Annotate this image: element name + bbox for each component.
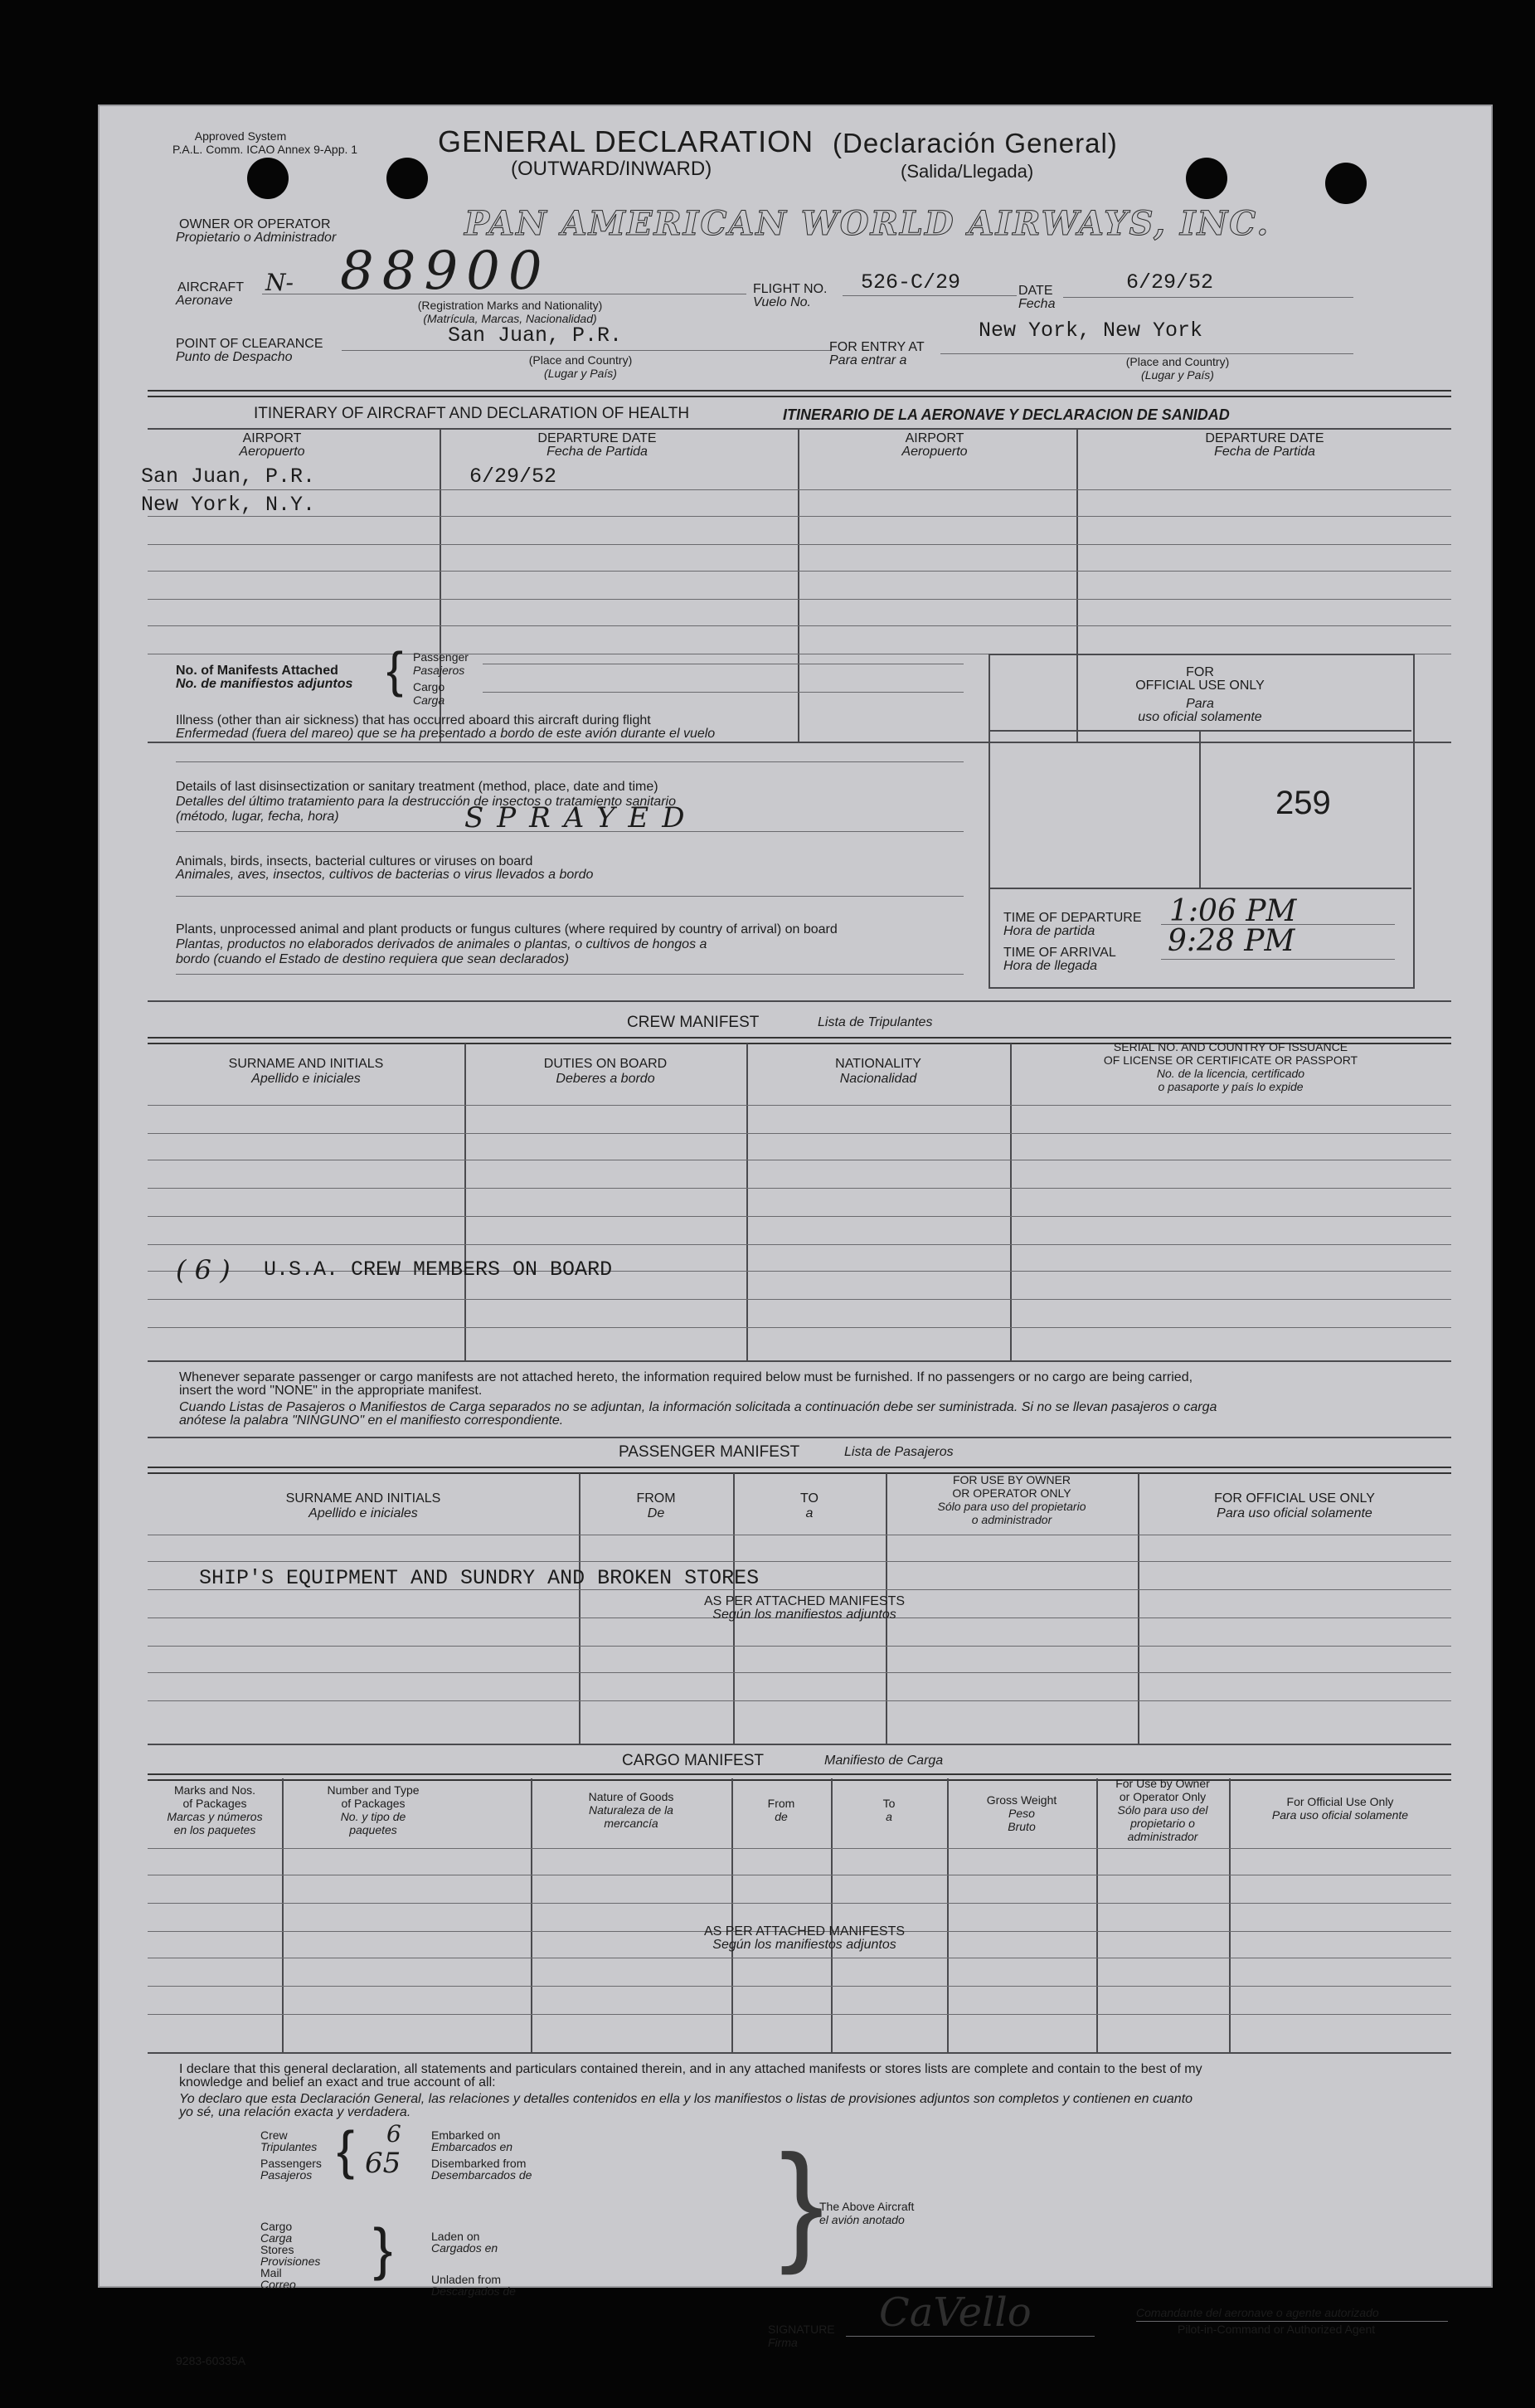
crew-col-duties: DUTIES ON BOARD [543,1057,668,1071]
totals-brace: { [337,2120,355,2180]
passenger-col-owner: OR OPERATOR ONLY [952,1486,1071,1500]
date-label: DATE [1018,284,1053,298]
owner-label: OWNER OR OPERATOR [179,217,331,231]
aircraft-label: AIRCRAFT [177,280,244,294]
pic-line [1136,2321,1448,2322]
unladen-label-es: Descargados de [431,2284,516,2298]
passenger-col-to-es: a [805,1506,814,1520]
form-number: 9283-60335A [176,2354,246,2367]
approval-line: Approved System [194,129,287,143]
disinsect-value: SPRAYED [464,801,698,834]
plants-line [176,974,964,975]
stores-total-label-es: Provisiones [260,2255,321,2268]
passenger-col-to: TO [800,1491,819,1506]
crew-col-license: SERIAL NO. AND COUNTRY OF ISSUANCE [1113,1040,1348,1053]
passenger-col-surname: SURNAME AND INITIALS [285,1491,441,1506]
cargo-col-weight-es: Peso [1008,1807,1035,1820]
cargo-attached-note: AS PER ATTACHED MANIFESTS [703,1924,906,1939]
animals-label: Animals, birds, insects, bacterial cultures or viruses on board [176,854,533,868]
section-divider [148,1437,1451,1438]
crew-col-divider [746,1043,748,1360]
official-use-label: FOR [1186,665,1214,679]
passenger-col-surname-es: Apellido e iniciales [308,1506,418,1520]
flight-label: FLIGHT NO. [753,282,828,296]
itinerary-title-es: ITINERARIO DE LA AERONAVE Y DECLARACION DE SANIDAD [783,406,1230,423]
cargo-col-from: From [767,1797,795,1810]
aircraft-prefix: N- [265,269,294,296]
cargo-col-owner-es: administrador [1127,1830,1198,1843]
manifests-line [483,692,964,693]
itinerary-title: ITINERARY OF AIRCRAFT AND DECLARATION OF HEALTH [254,405,690,422]
cargo-col-divider [1096,1778,1098,2052]
passenger-row-line [148,1700,1451,1701]
signature-line [846,2336,1095,2337]
cargo-col-divider [282,1778,284,2052]
crew-total-label: Crew [260,2128,288,2142]
aircraft-note-es: (Matrícula, Marcas, Nacionalidad) [423,312,597,325]
manifests-brace: { [386,642,404,698]
cargo-col-official: For Official Use Only [1286,1795,1394,1808]
itinerary-col-airport: AIRPORT [905,431,964,445]
punch-hole [1186,158,1227,199]
passenger-col-owner-es: Sólo para uso del propietario [937,1500,1086,1513]
passenger-col-official-es: Para uso oficial solamente [1217,1506,1372,1520]
cargo-manifest-title-es: Manifiesto de Carga [824,1754,944,1768]
itinerary-col-divider [798,430,799,742]
crew-manifest-title-es: Lista de Tripulantes [818,1015,933,1029]
crew-col-surname: SURNAME AND INITIALS [228,1057,384,1071]
form-subtitle-es: (Salida/Llegada) [901,161,1034,182]
cargo-col-number-es: No. y tipo de [340,1810,406,1823]
passenger-col-owner: FOR USE BY OWNER [952,1473,1071,1486]
clearance-note-es: (Lugar y País) [544,367,617,380]
cargo-col-marks: of Packages [182,1797,247,1810]
cargo-col-from-es: de [775,1810,788,1823]
disinsect-label-es: (método, lugar, fecha, hora) [176,810,339,824]
disinsect-label-es: Detalles del último tratamiento para la destrucción de insectos o tratamiento sanitario [176,795,676,809]
passenger-attached-note: AS PER ATTACHED MANIFESTS [703,1594,906,1608]
above-aircraft-label-es: el avión anotado [819,2213,905,2226]
date-line [1063,297,1353,298]
plants-label-es: bordo (cuando el Estado de destino requiera que sean declarados) [176,952,570,966]
cargo-col-owner-es: Sólo para uso del [1117,1803,1208,1817]
declaration-text: I declare that this general declaration, all statements and particulars contained therein, and in any attached manifests or stores lists are complete and contain to the best of my [179,2062,1202,2076]
clearance-value: San Juan, P.R. [448,323,623,348]
animals-line [176,896,964,897]
cargo-col-marks-es: Marcas y números [167,1810,263,1823]
disinsect-line [176,831,964,832]
departure-time-label-es: Hora de partida [1003,924,1095,938]
stores-total-label: Stores [260,2243,294,2256]
entry-label-es: Para entrar a [829,353,907,367]
manifests-option: Passenger [413,650,469,664]
itinerary-airport-1: San Juan, P.R. [141,465,316,489]
itinerary-col-airport-es: Aeropuerto [239,445,305,459]
itinerary-col-airport: AIRPORT [242,431,302,445]
entry-value: New York, New York [979,319,1203,343]
cargo-col-weight-es: Bruto [1008,1820,1036,1833]
passenger-total-label-es: Pasajeros [260,2168,313,2182]
cargo-table-top [148,1773,1451,1781]
cargo-row-line [148,1848,1451,1849]
cargo-row-line [148,1903,1451,1904]
clearance-note: (Place and Country) [528,353,633,367]
section-divider [148,1000,1451,1002]
crew-count: ( 6 ) [176,1254,231,1286]
declaration-text: knowledge and belief an exact and true account of all: [179,2075,496,2089]
cargo-brace: } [373,2216,393,2281]
approval-line: P.A.L. Comm. ICAO Annex 9-App. 1 [172,143,358,156]
crew-col-license-es: o pasaporte y país lo expide [1158,1080,1304,1093]
crew-row-line [148,1216,1451,1217]
crew-row-line [148,1133,1451,1134]
laden-label-es: Cargados en [431,2241,498,2255]
cargo-manifest-title: CARGO MANIFEST [622,1752,765,1769]
arrival-time-label-es: Hora de llegada [1003,959,1097,973]
manifests-label: No. of Manifests Attached [176,664,338,678]
notice-text-es: anótese la palabra "NINGUNO" en el manifiesto correspondiente. [179,1413,564,1428]
passenger-attached-note-es: Según los manifiestos adjuntos [712,1608,896,1622]
disinsect-label: Details of last disinsectization or sanitary treatment (method, place, date and time) [176,780,658,794]
cargo-col-divider [947,1778,949,2052]
itinerary-col-airport-es: Aeropuerto [901,445,968,459]
mail-total-label: Mail [260,2266,282,2279]
itinerary-airport-2: New York, N.Y. [141,493,316,517]
official-use-label-es: uso oficial solamente [1138,710,1262,724]
flight-label-es: Vuelo No. [753,295,811,309]
illness-line [176,761,964,762]
passenger-table-top [148,1467,1451,1474]
section-divider [148,390,1451,397]
crew-col-license-es: No. de la licencia, certificado [1156,1067,1305,1080]
crew-row-line [148,1299,1451,1300]
plants-label-es: Plantas, productos no elaborados derivados de animales o plantas, o cultivos de hongos a [176,937,707,951]
cargo-col-divider [1229,1778,1231,2052]
cargo-col-official-es: Para uso oficial solamente [1271,1808,1409,1822]
itinerary-row-line [148,516,1451,517]
itinerary-row-line [148,625,1451,626]
signature: CaVello [879,2289,1032,2336]
flight-line [843,295,1017,296]
clearance-label-es: Punto de Despacho [176,350,293,364]
pic-label-es: Comandante del aeronave o agente autorizado [1136,2306,1379,2319]
arrival-time-value: 9:28 PM [1168,924,1295,958]
official-use-divider [1199,730,1201,888]
pic-label: Pilot-in-Command or Authorized Agent [1178,2323,1376,2336]
official-use-divider [990,730,1411,732]
punch-hole [386,158,428,199]
crew-col-nationality: NATIONALITY [835,1057,921,1071]
official-use-divider [990,888,1411,889]
crew-col-nationality-es: Nacionalidad [839,1072,917,1086]
crew-col-surname-es: Apellido e iniciales [251,1072,361,1086]
cargo-col-number-es: paquetes [349,1823,397,1836]
itinerary-col-date-es: Fecha de Partida [1214,445,1315,459]
crew-row-line [148,1244,1451,1245]
manifests-option: Cargo [413,680,445,693]
flight-number: 526-C/29 [861,270,961,294]
notice-text: Whenever separate passenger or cargo manifests are not attached hereto, the information required below must be furnished. If no passengers or no cargo are being carried, [179,1370,1193,1384]
cargo-col-nature: Nature of Goods [588,1790,674,1803]
cargo-col-marks: Marks and Nos. [173,1783,256,1797]
departure-time-label: TIME OF DEPARTURE [1003,911,1142,925]
operator-name: PAN AMERICAN WORLD AIRWAYS, INC. [464,204,1270,243]
cargo-col-to-es: a [886,1810,892,1823]
entry-note: (Place and Country) [1125,355,1230,368]
itinerary-row-line [148,544,1451,545]
declaration-text-es: Yo declaro que esta Declaración General, las relaciones y detalles contenidos en ella y los manifiestos o listas de provisiones adjuntos son completos y contienen en cuanto [179,2092,1193,2106]
cargo-row-line [148,2014,1451,2015]
cargo-col-number: Number and Type [327,1783,420,1797]
crew-manifest-title: CREW MANIFEST [627,1014,760,1031]
passenger-row-line [148,1561,1451,1562]
entry-note-es: (Lugar y País) [1141,368,1214,382]
punch-hole [1325,163,1367,204]
plants-label: Plants, unprocessed animal and plant products or fungus cultures (where required by country of arrival) on board [176,922,838,936]
form-subtitle: (OUTWARD/INWARD) [511,158,712,180]
cargo-col-divider [531,1778,532,2052]
cargo-col-marks-es: en los paquetes [173,1823,256,1836]
date-value: 6/29/52 [1126,270,1214,294]
cargo-col-owner-es: propietario o [1130,1817,1195,1830]
itinerary-row-line [148,571,1451,572]
passenger-col-from-es: De [647,1506,665,1520]
passenger-entry: SHIP'S EQUIPMENT AND SUNDRY AND BROKEN STORES [199,1566,760,1590]
itinerary-top-line [148,428,1451,430]
crew-col-duties-es: Deberes a bordo [556,1072,655,1086]
notice-text-es: Cuando Listas de Pasajeros o Manifiestos de Carga separados no se adjuntan, la información solicitada a continuación debe ser suministrada. Si no se llevan pasajeros o carga [179,1400,1217,1414]
aircraft-brace: } [780,2127,824,2275]
crew-total-label-es: Tripulantes [260,2140,318,2153]
crew-row-line [148,1188,1451,1189]
mail-total-label-es: Correo [260,2278,296,2291]
unladen-label: Unladen from [431,2273,502,2286]
clearance-line [342,350,831,351]
embarked-label-es: Embarcados en [431,2140,513,2153]
official-use-label-es: Para [1186,697,1214,711]
official-number: 259 [1275,785,1331,821]
clearance-label: POINT OF CLEARANCE [176,337,323,351]
illness-label: Illness (other than air sickness) that has occurred aboard this aircraft during flight [176,713,651,727]
cargo-col-owner: For Use by Owner [1115,1777,1210,1790]
laden-label: Laden on [431,2230,480,2243]
official-use-label: OFFICIAL USE ONLY [1135,679,1265,693]
entry-line [940,353,1353,354]
owner-label-es: Propietario o Administrador [176,231,337,245]
notice-text: insert the word "NONE" in the appropriate manifest. [179,1384,483,1398]
passenger-col-official: FOR OFFICIAL USE ONLY [1214,1491,1375,1506]
passenger-col-from: FROM [636,1491,676,1506]
manifests-option-es: Carga [413,693,445,707]
cargo-attached-note-es: Según los manifiestos adjuntos [712,1938,896,1952]
embarked-label: Embarked on [431,2128,501,2142]
itinerary-col-date: DEPARTURE DATE [537,431,657,445]
itinerary-col-date: DEPARTURE DATE [1205,431,1324,445]
itinerary-col-date-es: Fecha de Partida [546,445,648,459]
passenger-total-label: Passengers [260,2157,322,2170]
signature-label: SIGNATURE [768,2323,835,2336]
cargo-table-bottom [148,2052,1451,2054]
crew-total-value: 6 [386,2120,401,2148]
itinerary-row-line [148,489,1451,490]
signature-label-es: Firma [768,2336,798,2349]
cargo-col-divider [731,1778,733,2052]
form-title-es: (Declaración General) [833,128,1118,158]
itinerary-row-line [148,599,1451,600]
aircraft-registration: 88900 [340,241,551,302]
animals-label-es: Animales, aves, insectos, cultivos de bacterias o virus llevados a bordo [176,868,594,882]
disembarked-label: Disembarked from [431,2157,527,2170]
aircraft-note: (Registration Marks and Nationality) [417,299,603,312]
passenger-row-line [148,1646,1451,1647]
form-title: GENERAL DECLARATION [438,124,814,158]
cargo-col-nature-es: mercancía [604,1817,658,1830]
punch-hole [247,158,289,199]
manifests-label-es: No. de manifiestos adjuntos [176,677,353,691]
cargo-col-divider [831,1778,833,2052]
cargo-total-label-es: Carga [260,2231,293,2245]
passenger-total-value: 65 [365,2147,401,2180]
itinerary-date-1: 6/29/52 [469,465,557,489]
passenger-col-owner-es: o administrador [971,1513,1052,1526]
crew-col-license: OF LICENSE OR CERTIFICATE OR PASSPORT [1103,1053,1358,1067]
passenger-row-line [148,1672,1451,1673]
crew-table-bottom [148,1360,1451,1362]
declaration-text-es: yo sé, una relación exacta y verdadera. [179,2105,411,2119]
passenger-manifest-title-es: Lista de Pasajeros [844,1445,954,1459]
disembarked-label-es: Desembarcados de [431,2168,532,2182]
cargo-col-nature-es: Naturaleza de la [589,1803,673,1817]
passenger-table-bottom [148,1744,1451,1745]
crew-row-line [148,1327,1451,1328]
cargo-row-line [148,1986,1451,1987]
arrival-time-line [1161,959,1395,960]
cargo-total-label: Cargo [260,2220,293,2233]
cargo-col-owner: or Operator Only [1119,1790,1207,1803]
declaration-form [100,106,1491,2367]
illness-label-es: Enfermedad (fuera del mareo) que se ha presentado a bordo de este avión durante el vuelo [176,727,716,741]
cargo-col-to: To [882,1797,896,1810]
aircraft-label-es: Aeronave [176,294,233,308]
passenger-manifest-title: PASSENGER MANIFEST [619,1443,800,1461]
arrival-time-label: TIME OF ARRIVAL [1003,946,1116,960]
crew-col-divider [1010,1043,1012,1360]
entry-label: FOR ENTRY AT [829,340,925,354]
cargo-col-number: of Packages [341,1797,406,1810]
departure-time-value: 1:06 PM [1169,894,1297,928]
above-aircraft-label: The Above Aircraft [819,2200,915,2213]
passenger-col-divider [579,1473,580,1744]
crew-row-line [148,1105,1451,1106]
passenger-col-divider [1138,1473,1139,1744]
crew-col-divider [464,1043,466,1360]
cargo-col-weight: Gross Weight [986,1793,1057,1807]
crew-entry: U.S.A. CREW MEMBERS ON BOARD [264,1258,613,1282]
date-label-es: Fecha [1018,297,1056,311]
manifests-option-es: Pasajeros [413,664,465,677]
